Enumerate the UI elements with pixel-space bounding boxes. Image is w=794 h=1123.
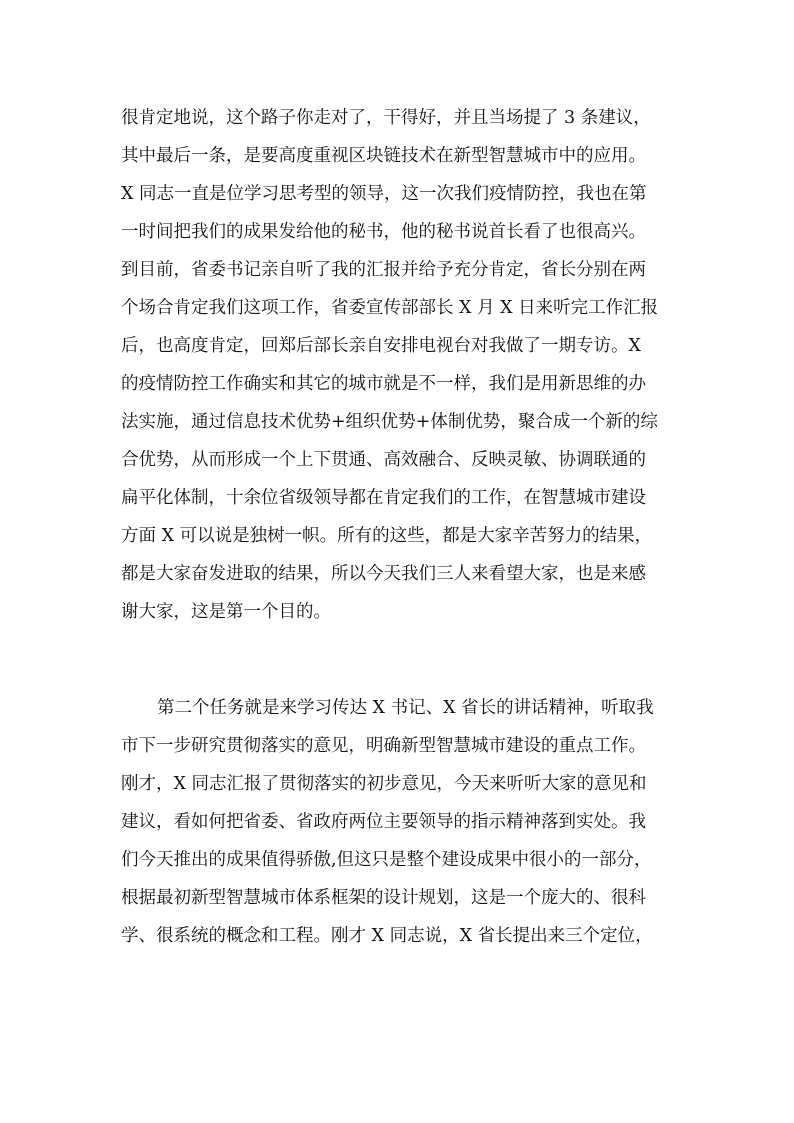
text-line: 很肯定地说，这个路子你走对了，干得好，并且当场提了 3 条建议， xyxy=(121,108,651,128)
text-line: 合优势，从而形成一个上下贯通、高效融合、反映灵敏、协调联通的 xyxy=(121,450,646,470)
text-line: 都是大家奋发进取的结果，所以今天我们三人来看望大家，也是来感 xyxy=(121,564,646,584)
text-line: 第二个任务就是来学习传达 X 书记、X 省长的讲话精神，听取我 xyxy=(157,698,654,718)
text-line: 后，也高度肯定，回郑后部长亲自安排电视台对我做了一期专访。X xyxy=(121,336,641,356)
text-line: 方面 X 可以说是独树一帜。所有的这些，都是大家辛苦努力的结果， xyxy=(121,526,653,546)
text-line: 其中最后一条，是要高度重视区块链技术在新型智慧城市中的应用。 xyxy=(121,146,646,166)
text-line: 建议，看如何把省委、省政府两位主要领导的指示精神落到实处。我 xyxy=(121,812,646,832)
text-line: 根据最初新型智慧城市体系框架的设计规划，这是一个庞大的、很科 xyxy=(121,888,646,908)
text-line: 们今天推出的成果值得骄傲,但这只是整个建设成果中很小的一部分， xyxy=(121,850,652,870)
text-line: 的疫情防控工作确实和其它的城市就是不一样，我们是用新思维的办 xyxy=(121,374,646,394)
text-line: 扁平化体制，十余位省级领导都在肯定我们的工作，在智慧城市建设 xyxy=(121,488,646,508)
text-line: 法实施，通过信息技术优势+组织优势+体制优势，聚合成一个新的综 xyxy=(121,412,658,432)
text-line: 一时间把我们的成果发给他的秘书，他的秘书说首长看了也很高兴。 xyxy=(121,222,646,242)
text-line: 刚才，X 同志汇报了贯彻落实的初步意见，今天来听听大家的意见和 xyxy=(121,774,647,794)
text-line: 到目前，省委书记亲自听了我的汇报并给予充分肯定，省长分别在两 xyxy=(121,260,646,280)
text-line: 市下一步研究贯彻落实的意见，明确新型智慧城市建设的重点工作。 xyxy=(121,736,646,756)
text-line: 学、很系统的概念和工程。刚才 X 同志说，X 省长提出来三个定位， xyxy=(121,926,653,946)
text-line: X 同志一直是位学习思考型的领导，这一次我们疫情防控，我也在第 xyxy=(121,184,647,204)
text-line: 谢大家，这是第一个目的。 xyxy=(121,602,331,622)
text-line: 个场合肯定我们这项工作，省委宣传部部长 X 月 X 日来听完工作汇报 xyxy=(121,298,659,318)
